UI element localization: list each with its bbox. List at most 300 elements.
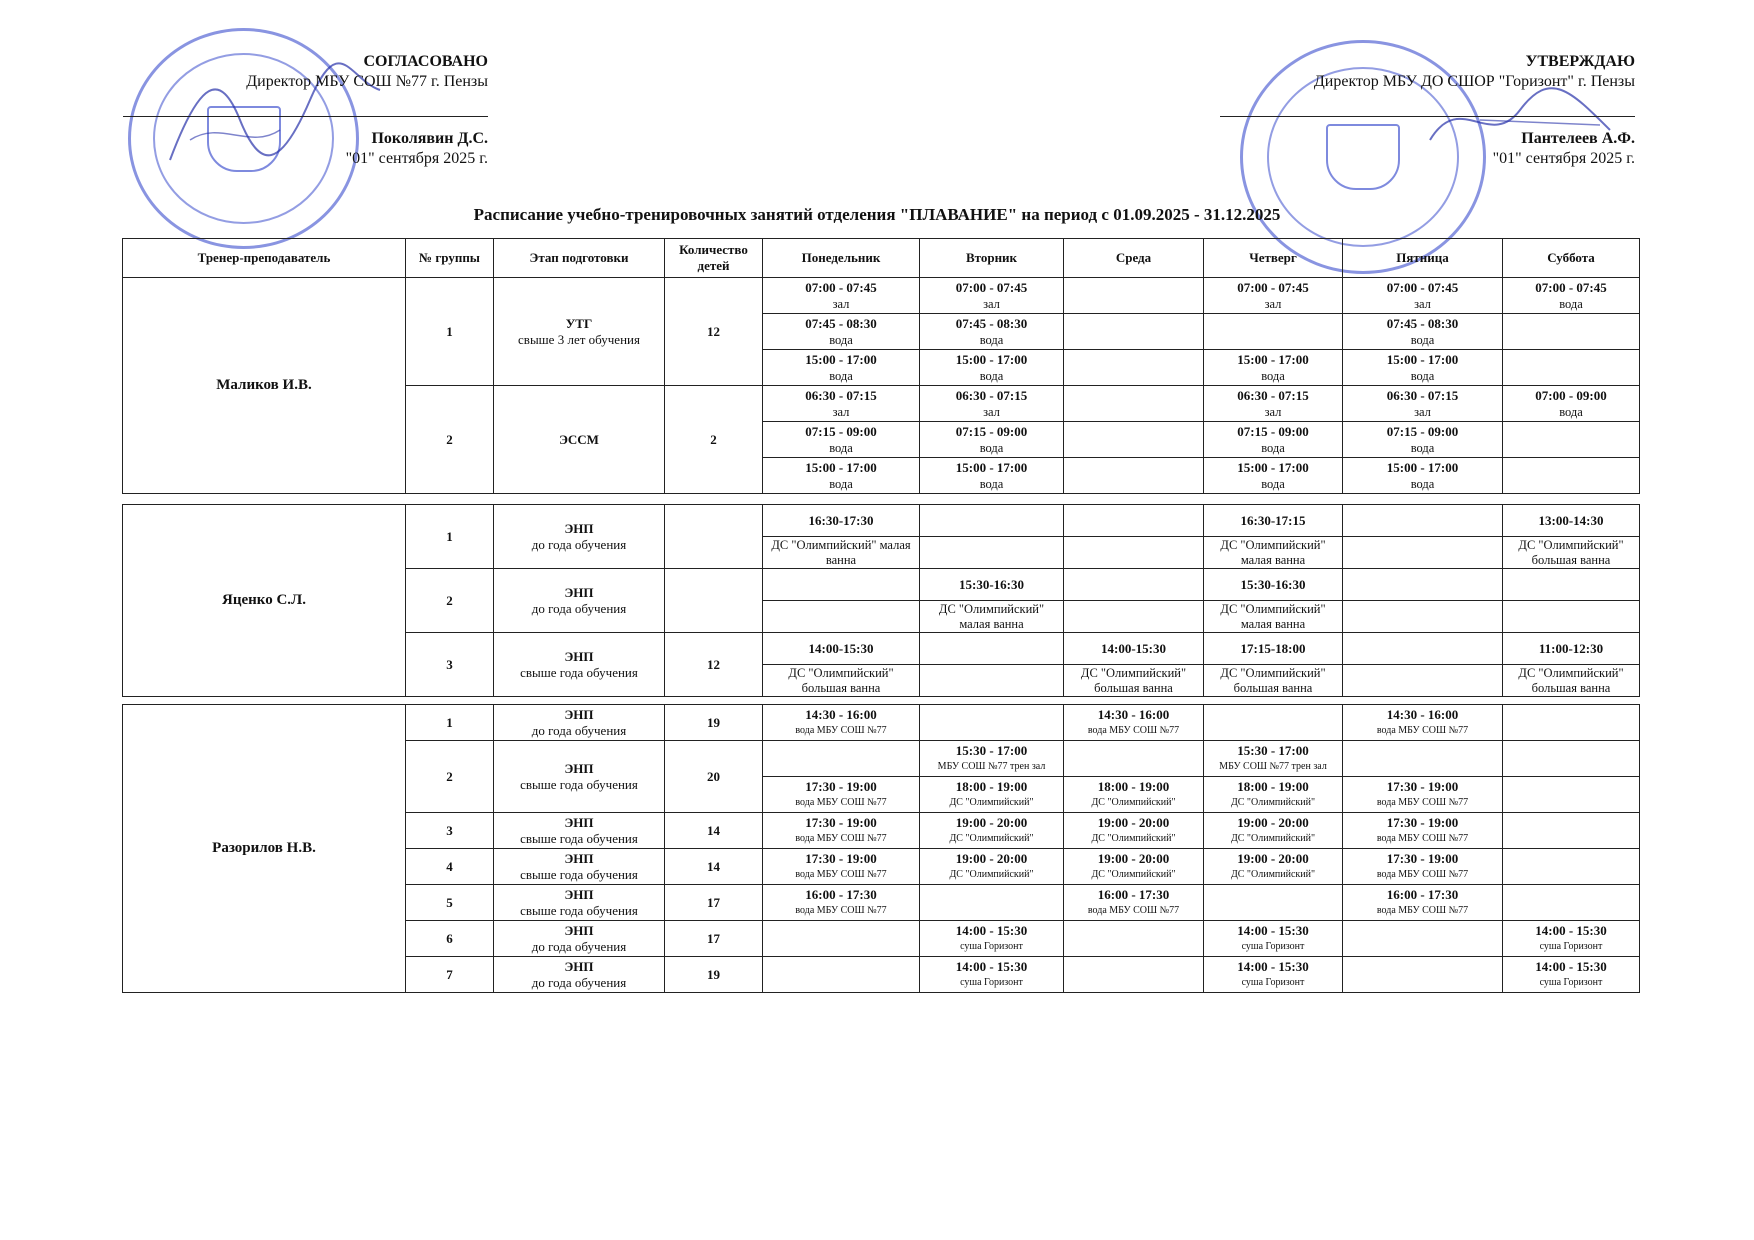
session-cell [920,741,1064,777]
session-place: суша Горизонт [960,976,1023,988]
session-cell [1503,386,1640,422]
schedule-table-razorilov [122,704,1640,993]
session-cell [763,777,920,813]
session-place [1343,537,1503,569]
session-cell [763,278,920,314]
session-time: 06:30 - 07:15 [1386,387,1459,403]
session-place: МБУ СОШ №77 трен зал [937,760,1046,772]
session-place: ДС "Олимпийский" [1230,868,1316,880]
session-place [763,601,920,633]
group-number: 3 [406,813,494,849]
session-cell [1064,849,1204,885]
session-cell [763,741,920,777]
stage-cell [494,633,665,697]
session-cell [920,422,1064,458]
session-time: 06:30 - 07:15 [1237,387,1309,403]
session-time: 07:00 - 07:45 [1386,279,1459,295]
session-time: 07:00 - 07:45 [1535,279,1607,295]
session-time: 17:30 - 19:00 [1386,814,1459,830]
session-cell [920,314,1064,350]
children-count: 19 [665,705,763,741]
group-number: 2 [406,569,494,633]
session-place [920,665,1064,697]
session-cell [920,386,1064,422]
session-time: 14:00 - 15:30 [1237,922,1309,938]
session-place: вода [1410,332,1435,347]
children-count: 14 [665,849,763,885]
session-place: ДС "Олимпийский" [1230,832,1316,844]
session-time [1064,569,1204,601]
session-place [1343,601,1503,633]
session-time [1343,633,1503,665]
column-header: Этап подготовки [494,239,665,278]
session-place: вода [1559,296,1583,311]
session-time: 19:00 - 20:00 [1097,814,1170,830]
session-cell [1503,885,1640,921]
session-time: 14:00-15:30 [1064,633,1204,665]
session-place: вода МБУ СОШ №77 [1087,724,1180,736]
session-time: 15:30-16:30 [1204,569,1343,601]
session-time: 19:00 - 20:00 [1237,850,1309,866]
session-cell [1064,278,1204,314]
stage-name: ЭССМ [559,431,599,447]
session-place: ДС "Олимпийский" большая ванна [1204,665,1343,697]
session-cell [1064,957,1204,993]
session-cell [763,705,920,741]
session-time [1343,505,1503,537]
session-time: 15:00 - 17:00 [805,351,877,367]
session-time: 07:45 - 08:30 [1386,315,1459,331]
session-time: 19:00 - 20:00 [1237,814,1309,830]
session-cell [1343,458,1503,494]
column-header: Суббота [1503,239,1640,278]
group-number: 5 [406,885,494,921]
session-time: 07:15 - 09:00 [1237,423,1309,439]
session-time [763,569,920,601]
session-cell [1503,278,1640,314]
stage-name: ЭНП [564,760,594,776]
session-place: ДС "Олимпийский" большая ванна [1064,665,1204,697]
session-place: зал [832,296,850,311]
stage-cell [494,849,665,885]
session-time: 18:00 - 19:00 [1237,778,1309,794]
session-cell [1343,386,1503,422]
session-place: ДС "Олимпийский" [1091,868,1176,880]
session-place: ДС "Олимпийский" малая ванна [1204,601,1343,633]
session-cell [1204,422,1343,458]
stage-cell [494,813,665,849]
session-time: 15:00 - 17:00 [1237,459,1309,475]
stage-name: ЭНП [564,958,594,974]
session-cell [1503,314,1640,350]
session-place: вода МБУ СОШ №77 [1376,724,1469,736]
session-cell [1204,350,1343,386]
session-place: вода [979,476,1004,491]
session-place: вода МБУ СОШ №77 [795,796,887,808]
coach-name: Разорилов Н.В. [123,705,406,993]
session-cell [763,957,920,993]
column-header: № группы [406,239,494,278]
session-place [920,537,1064,569]
session-cell [1343,849,1503,885]
session-cell [763,386,920,422]
session-place [1064,601,1204,633]
coach-name: Маликов И.В. [123,278,406,494]
session-time: 15:00 - 17:00 [1237,351,1309,367]
session-time: 17:30 - 19:00 [1386,850,1459,866]
children-count [665,569,763,633]
session-time: 07:00 - 07:45 [955,279,1028,295]
session-cell [1343,350,1503,386]
stage-name: УТГ [565,315,593,331]
session-time: 14:30 - 16:00 [1386,706,1459,722]
stage-cell [494,741,665,813]
session-cell [1343,278,1503,314]
session-place: ДС "Олимпийский" большая ванна [763,665,920,697]
session-place: вода [1261,368,1285,383]
session-cell [1064,314,1204,350]
session-place: вода [1261,440,1285,455]
stage-cell [494,386,665,494]
session-time: 19:00 - 20:00 [1097,850,1170,866]
children-count: 2 [665,386,763,494]
approval-name: Пантелеев А.Ф. [1521,130,1635,147]
stage-name: ЭНП [564,886,594,902]
session-time: 17:30 - 19:00 [805,850,877,866]
table-row [123,278,1640,314]
session-time: 18:00 - 19:00 [1097,778,1170,794]
session-cell [920,705,1064,741]
group-number: 2 [406,386,494,494]
session-cell [1064,921,1204,957]
stage-note: свыше года обучения [520,902,638,918]
stage-note: свыше 3 лет обучения [518,331,640,347]
session-time: 14:00 - 15:30 [1535,922,1607,938]
group-number: 1 [406,278,494,386]
signature-line [123,92,488,117]
session-cell [1064,705,1204,741]
stage-cell [494,505,665,569]
session-cell [1343,741,1503,777]
session-time: 15:00 - 17:00 [1386,351,1459,367]
session-cell [1503,458,1640,494]
column-header: Вторник [920,239,1064,278]
session-time: 06:30 - 07:15 [805,387,877,403]
session-place: вода МБУ СОШ №77 [795,724,887,736]
stage-note: до года обучения [531,974,627,990]
stage-name: ЭНП [564,520,594,536]
children-count: 17 [665,885,763,921]
session-time: 15:00 - 17:00 [805,459,877,475]
group-number: 1 [406,505,494,569]
session-place: вода МБУ СОШ №77 [795,832,887,844]
children-count: 12 [665,278,763,386]
stage-note: свыше года обучения [520,776,638,792]
session-place: ДС "Олимпийский" большая ванна [1503,665,1640,697]
session-time: 14:00 - 15:30 [955,922,1028,938]
approval-block-right [1220,52,1635,169]
session-time: 14:00 - 15:30 [955,958,1028,974]
session-cell [1204,957,1343,993]
session-cell [920,458,1064,494]
session-cell [1204,278,1343,314]
session-place: вода [1261,476,1285,491]
session-place: суша Горизонт [1241,976,1305,988]
session-time: 07:00 - 07:45 [805,279,877,295]
column-header: Тренер-преподаватель [123,239,406,278]
session-place: суша Горизонт [960,940,1023,952]
approval-label: УТВЕРЖДАЮ [1525,53,1635,70]
children-count: 12 [665,633,763,697]
session-place: ДС "Олимпийский" малая ванна [920,601,1064,633]
session-place: вода МБУ СОШ №77 [1376,832,1469,844]
stage-note: свыше года обучения [520,866,638,882]
children-count: 19 [665,957,763,993]
session-cell [1064,813,1204,849]
approval-label: СОГЛАСОВАНО [363,53,488,70]
approval-date: "01" сентября 2025 г. [1492,150,1635,167]
session-place: зал [832,404,850,419]
session-cell [1064,458,1204,494]
session-place: вода МБУ СОШ №77 [1376,868,1469,880]
session-cell [1204,813,1343,849]
session-cell [920,921,1064,957]
session-cell [1204,741,1343,777]
session-place: вода [979,332,1004,347]
session-time: 15:00 - 17:00 [955,351,1028,367]
coach-name: Яценко С.Л. [123,505,406,697]
session-time: 16:00 - 17:30 [805,886,877,902]
session-place: вода [829,440,853,455]
stage-note: до года обучения [531,536,627,552]
session-cell [1204,777,1343,813]
session-place: суша Горизонт [1539,940,1603,952]
session-place: зал [1264,404,1282,419]
session-time: 14:30 - 16:00 [1097,706,1170,722]
session-cell [1204,921,1343,957]
schedule-table-yatsenko [122,504,1640,697]
session-time: 15:30 - 17:00 [955,742,1028,758]
session-place: ДС "Олимпийский" [949,832,1034,844]
schedule-table-malikov [122,238,1640,494]
table-row [123,705,1640,741]
stage-cell [494,957,665,993]
session-place: зал [1264,296,1282,311]
session-cell [1503,350,1640,386]
group-number: 4 [406,849,494,885]
session-cell [1204,885,1343,921]
session-cell [1204,458,1343,494]
group-number: 3 [406,633,494,697]
signature-line [1220,92,1635,117]
stage-name: ЭНП [564,814,594,830]
session-time: 07:00 - 07:45 [1237,279,1309,295]
session-cell [1343,777,1503,813]
session-place [1503,601,1640,633]
session-place: вода [829,368,853,383]
column-header: Количество детей [665,239,763,278]
session-place: суша Горизонт [1241,940,1305,952]
session-time: 13:00-14:30 [1503,505,1640,537]
session-cell [763,921,920,957]
children-count: 17 [665,921,763,957]
session-time: 16:30-17:30 [763,505,920,537]
children-count [665,505,763,569]
session-time [920,505,1064,537]
stage-cell [494,705,665,741]
session-time: 16:00 - 17:30 [1097,886,1170,902]
session-time [1503,569,1640,601]
session-place: ДС "Олимпийский" [949,796,1034,808]
approval-date: "01" сентября 2025 г. [345,150,488,167]
session-cell [920,350,1064,386]
session-place: вода [1559,404,1583,419]
column-header: Четверг [1204,239,1343,278]
stage-cell [494,921,665,957]
group-number: 2 [406,741,494,813]
approval-block-left [123,52,488,169]
session-cell [1343,705,1503,741]
session-cell [763,885,920,921]
session-cell [1503,741,1640,777]
session-cell [1064,422,1204,458]
session-place: МБУ СОШ №77 трен зал [1219,760,1327,772]
column-header: Среда [1064,239,1204,278]
stage-note: до года обучения [531,722,627,738]
session-time: 17:30 - 19:00 [1386,778,1459,794]
session-time: 14:00 - 15:30 [1535,958,1607,974]
session-place: ДС "Олимпийский" малая ванна [1204,537,1343,569]
session-cell [920,278,1064,314]
session-cell [1503,777,1640,813]
session-place: ДС "Олимпийский" [949,868,1034,880]
column-header: Понедельник [763,239,920,278]
session-place: вода МБУ СОШ №77 [1376,796,1469,808]
session-cell [1204,705,1343,741]
session-cell [763,350,920,386]
approval-position: Директор МБУ ДО СШОР "Горизонт" г. Пензы [1313,73,1635,90]
group-number: 7 [406,957,494,993]
session-place: ДС "Олимпийский" [1230,796,1316,808]
stage-cell [494,885,665,921]
session-cell [1503,957,1640,993]
session-cell [1204,386,1343,422]
stage-note: до года обучения [531,600,627,616]
session-place: вода [829,332,853,347]
session-place: суша Горизонт [1539,976,1603,988]
session-place: вода МБУ СОШ №77 [1376,904,1469,916]
session-time: 14:30 - 16:00 [805,706,877,722]
session-place [1343,665,1503,697]
stage-note: свыше года обучения [520,664,638,680]
table-row [123,505,1640,537]
session-time [1064,505,1204,537]
stage-name: ЭНП [564,648,594,664]
session-place: ДС "Олимпийский" малая ванна [763,537,920,569]
session-place: вода [1410,440,1435,455]
session-cell [763,314,920,350]
stage-cell [494,278,665,386]
stage-name: ЭНП [564,706,594,722]
session-cell [920,813,1064,849]
session-cell [1343,422,1503,458]
session-cell [1204,849,1343,885]
session-time: 14:00-15:30 [763,633,920,665]
schedule-title: Расписание учебно-тренировочных занятий отделения "ПЛАВАНИЕ" на период с 01.09.2025 - 31.12.2025 [473,205,1281,224]
session-time: 11:00-12:30 [1503,633,1640,665]
session-time: 17:30 - 19:00 [805,814,877,830]
session-cell [1503,705,1640,741]
session-place [1064,537,1204,569]
session-cell [1503,813,1640,849]
session-cell [920,957,1064,993]
session-cell [1503,849,1640,885]
session-place: вода [829,476,853,491]
session-time: 07:45 - 08:30 [955,315,1028,331]
session-cell [1064,386,1204,422]
session-cell [1064,777,1204,813]
session-place: ДС "Олимпийский" [1091,796,1176,808]
session-cell [1343,314,1503,350]
session-place: зал [983,296,1000,311]
session-cell [1503,422,1640,458]
approval-position: Директор МБУ СОШ №77 г. Пензы [246,73,488,90]
session-cell [1343,957,1503,993]
session-place: вода [979,440,1004,455]
session-time: 07:15 - 09:00 [805,423,877,439]
session-place: вода [1410,368,1435,383]
session-time [920,633,1064,665]
approval-name: Поколявин Д.С. [371,130,488,147]
group-number: 6 [406,921,494,957]
session-time: 06:30 - 07:15 [955,387,1028,403]
session-cell [1064,741,1204,777]
session-place: вода [1410,476,1435,491]
session-place: вода [979,368,1004,383]
session-cell [763,813,920,849]
session-cell [1343,885,1503,921]
stage-note: до года обучения [531,938,627,954]
session-cell [920,777,1064,813]
session-time: 15:00 - 17:00 [1386,459,1459,475]
session-time: 07:45 - 08:30 [805,315,877,331]
session-time: 16:30-17:15 [1204,505,1343,537]
session-cell [1343,813,1503,849]
children-count: 14 [665,813,763,849]
session-time: 17:15-18:00 [1204,633,1343,665]
session-cell [1064,350,1204,386]
session-time: 07:00 - 09:00 [1535,387,1607,403]
stage-name: ЭНП [564,922,594,938]
stage-note: свыше года обучения [520,830,638,846]
stage-name: ЭНП [564,850,594,866]
stage-cell [494,569,665,633]
session-cell [763,849,920,885]
session-time: 15:30-16:30 [920,569,1064,601]
session-place: вода МБУ СОШ №77 [1087,904,1180,916]
session-cell [763,422,920,458]
session-time: 07:15 - 09:00 [955,423,1028,439]
session-place: зал [1414,296,1431,311]
session-cell [920,849,1064,885]
session-time: 15:30 - 17:00 [1237,742,1309,758]
session-time: 16:00 - 17:30 [1386,886,1459,902]
session-cell [1204,314,1343,350]
stage-name: ЭНП [564,584,594,600]
session-place: зал [1414,404,1431,419]
session-place: ДС "Олимпийский" [1091,832,1176,844]
session-place: вода МБУ СОШ №77 [795,904,887,916]
